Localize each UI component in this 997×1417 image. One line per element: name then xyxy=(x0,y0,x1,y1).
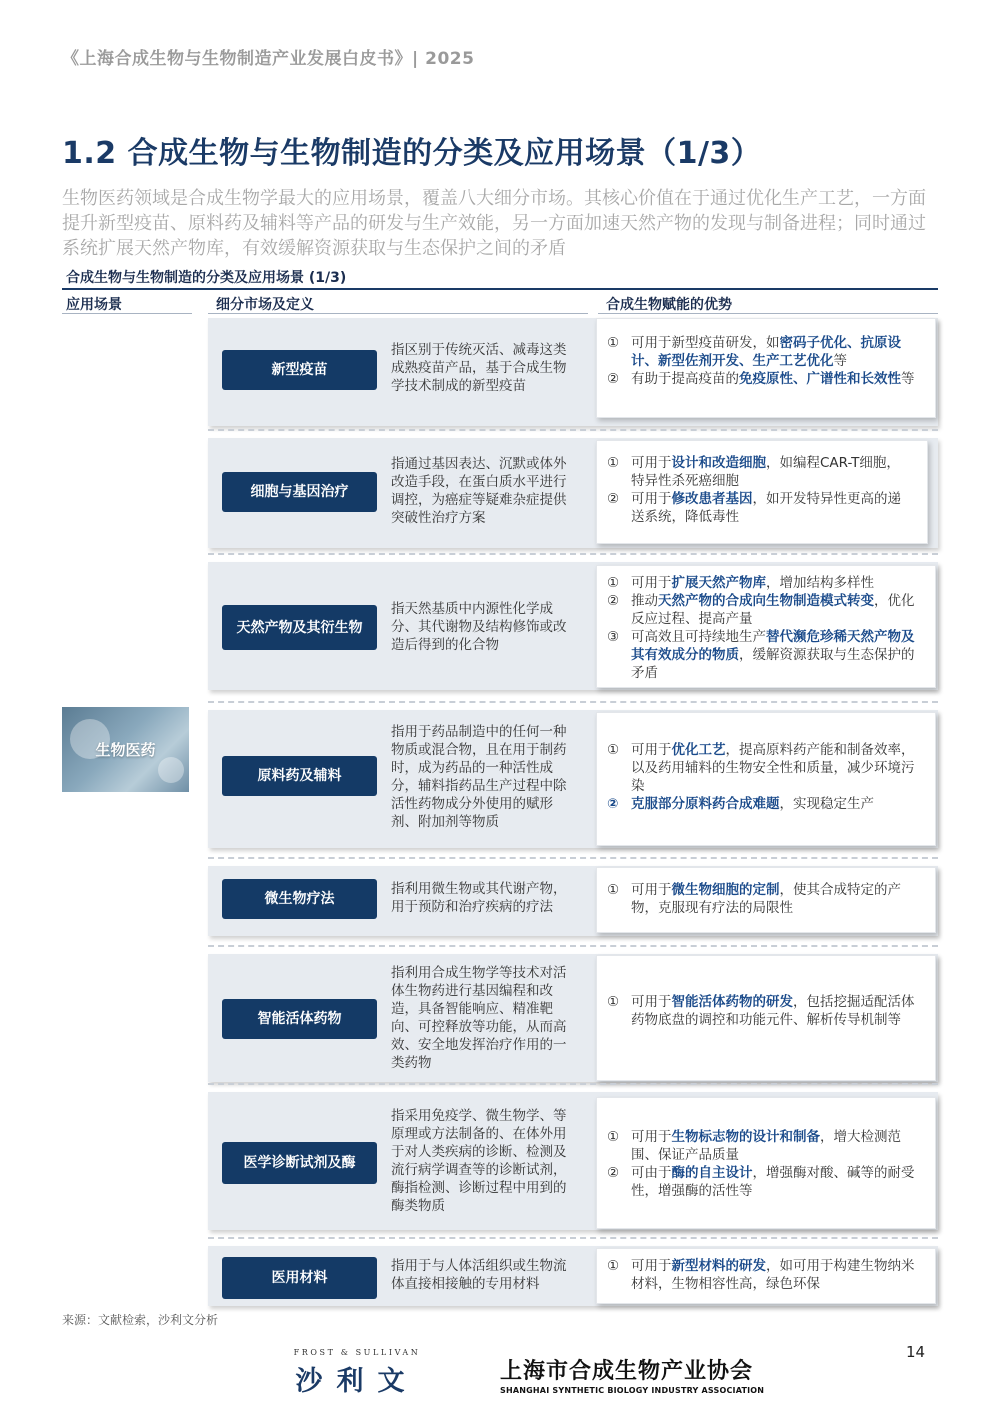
row-divider xyxy=(208,701,938,703)
table-row xyxy=(208,866,938,936)
advantage-text: 可用于 xyxy=(631,1258,672,1274)
frost-sullivan-logo-en: FROST & SULLIVAN xyxy=(293,1348,421,1357)
advantage-item xyxy=(603,454,913,490)
advantages-card xyxy=(596,712,936,846)
table-row xyxy=(208,438,938,548)
advantage-number: ① xyxy=(607,1129,620,1145)
row-divider xyxy=(208,429,938,431)
page-title: 1.2 合成生物与生物制造的分类及应用场景（1/3） xyxy=(62,136,762,171)
advantage-highlight: 密码子优化、抗原设计、新型佐剂开发、生产工艺优化 xyxy=(631,335,901,369)
advantage-text: ，提高原料药产能和制备效率，以及药用辅料的生物安全性和质量，减少环境污染 xyxy=(631,742,915,794)
advantage-text: 可用于 xyxy=(631,455,672,471)
advantage-number: ① xyxy=(607,575,620,591)
market-definition: 指采用免疫学、微生物学、等原理或方法制备的、在体外用于对人类疾病的诊断、检测及流行病学调查等的诊断试剂，酶指检测、诊断过程中用到的酶类物质 xyxy=(391,1108,567,1214)
advantage-text: 可用于 xyxy=(631,742,672,758)
table-row xyxy=(208,954,938,1082)
advantage-number: ② xyxy=(607,1165,620,1181)
advantage-item xyxy=(603,628,921,682)
advantage-text: ，优化反应过程、提高产量 xyxy=(631,593,915,627)
advantages-card xyxy=(596,1097,936,1229)
advantage-item xyxy=(603,881,921,917)
advantage-text: ，如开发特异性更高的递送系统，降低毒性 xyxy=(631,491,901,525)
market-label: 医学诊断试剂及酶 xyxy=(222,1142,377,1184)
table-row xyxy=(208,562,938,690)
advantage-item xyxy=(603,370,921,388)
advantage-highlight: 新型材料的研发 xyxy=(671,1258,766,1274)
market-definition: 指通过基因表达、沉默或体外改造手段，在蛋白质水平进行调控，为癌症等疑难杂症提供突破性治疗方案 xyxy=(391,456,567,526)
advantage-number: ① xyxy=(607,335,620,351)
advantage-text: 可高效且可持续地生产 xyxy=(631,629,766,645)
advantages-card xyxy=(596,440,928,544)
advantage-text: 可用于 xyxy=(631,575,672,591)
advantage-text: ，如编程CAR-T细胞，特异性杀死癌细胞 xyxy=(631,455,900,489)
row-divider xyxy=(208,1083,938,1085)
advantage-number: ① xyxy=(607,1258,620,1274)
column-rule-scenario xyxy=(62,313,192,314)
advantage-item xyxy=(603,1257,921,1293)
market-definition: 指用于药品制造中的任何一种物质或混合物，且在用于制药时，成为药品的一种活性成分，辅料指药品生产过程中除活性药物成分外使用的赋形剂、附加剂等物质 xyxy=(391,724,567,830)
row-divider xyxy=(208,945,938,947)
advantage-text: 可用于 xyxy=(631,882,672,898)
association-logo xyxy=(500,1354,764,1395)
column-rule-advantages xyxy=(598,313,938,314)
scenario-tag-biomedicine xyxy=(62,707,189,792)
market-label: 智能活体药物 xyxy=(222,999,377,1039)
association-logo-cn: 上海市合成生物产业协会 xyxy=(500,1359,754,1384)
advantage-text: ，增大检测范围、保证产品质量 xyxy=(631,1129,901,1163)
advantage-highlight: 免疫原性、广谱性和长效性 xyxy=(739,371,901,387)
market-definition: 指利用微生物或其代谢产物，用于预防和治疗疾病的疗法 xyxy=(391,881,567,915)
table-title: 合成生物与生物制造的分类及应用场景 (1/3) xyxy=(66,270,347,286)
advantage-text: 推动 xyxy=(631,593,658,609)
advantage-text: ，增加结构多样性 xyxy=(766,575,874,591)
column-rule-market xyxy=(208,313,588,314)
advantage-highlight: 优化工艺 xyxy=(671,742,726,758)
advantage-number: ② xyxy=(607,593,620,609)
advantages-card xyxy=(596,565,936,688)
advantage-text: 等 xyxy=(901,371,915,387)
advantage-number: ② xyxy=(607,371,620,387)
market-definition: 指用于与人体活组织或生物流体直接相接触的专用材料 xyxy=(391,1258,567,1292)
advantage-text: 可用于 xyxy=(631,994,672,1010)
molecule-decoration-icon xyxy=(158,757,184,783)
scenario-label: 生物医药 xyxy=(95,741,156,759)
advantage-text: 可由于 xyxy=(631,1165,672,1181)
advantage-item xyxy=(603,741,921,795)
advantage-item xyxy=(603,795,921,813)
table-row xyxy=(208,1246,938,1306)
advantage-highlight: 设计和改造细胞 xyxy=(671,455,766,471)
market-definition: 指区别于传统灭活、减毒这类成熟疫苗产品，基于合成生物学技术制成的新型疫苗 xyxy=(391,342,567,394)
advantage-text: 可用于 xyxy=(631,1129,672,1145)
row-divider xyxy=(208,553,938,555)
table-row xyxy=(208,1092,938,1230)
advantage-number: ① xyxy=(607,882,620,898)
advantage-text: ，如可用于构建生物纳米材料，生物相容性高，绿色环保 xyxy=(631,1258,915,1292)
advantage-item xyxy=(603,334,921,370)
frost-sullivan-logo xyxy=(280,1348,434,1398)
column-header-market: 细分市场及定义 xyxy=(216,297,314,313)
advantage-item xyxy=(603,993,921,1029)
advantage-item xyxy=(603,592,921,628)
market-label: 细胞与基因治疗 xyxy=(222,472,377,512)
table-top-rule xyxy=(62,288,938,290)
advantages-card xyxy=(596,1248,936,1304)
advantage-item xyxy=(603,490,913,526)
advantage-item xyxy=(603,1164,921,1200)
advantages-card xyxy=(596,318,936,418)
advantage-highlight: 替代濒危珍稀天然产物及其有效成分的物质 xyxy=(631,629,915,663)
advantage-highlight: 克服部分原料药合成难题 xyxy=(631,796,780,812)
advantage-number: ① xyxy=(607,742,620,758)
advantage-item xyxy=(603,574,921,592)
advantage-highlight: 扩展天然产物库 xyxy=(671,575,766,591)
row-divider xyxy=(208,1237,938,1239)
advantage-highlight: 酶的自主设计 xyxy=(671,1165,753,1181)
market-label: 新型疫苗 xyxy=(222,350,377,390)
report-header: 《上海合成生物与生物制造产业发展白皮书》| 2025 xyxy=(62,49,475,69)
table-row xyxy=(208,710,938,848)
advantage-highlight: 修改患者基因 xyxy=(671,491,753,507)
row-divider xyxy=(208,857,938,859)
intro-paragraph: 生物医药领域是合成生物学最大的应用场景，覆盖八大细分市场。其核心价值在于通过优化生产工艺，一方面提升新型疫苗、原料药及辅料等产品的研发与生产效能，另一方面加速天然产物的发现与制备进程；同时通过系统扩展天然产物库，有效缓解资源获取与生态保护之间的矛盾 xyxy=(62,188,926,259)
market-label: 原料药及辅料 xyxy=(222,756,377,796)
advantage-text: ，使其合成特定的产物，克服现有疗法的局限性 xyxy=(631,882,901,916)
source-note: 来源：文献检索，沙利文分析 xyxy=(62,1313,219,1327)
advantage-text: 可用于 xyxy=(631,491,672,507)
advantage-text: 可用于新型疫苗研发，如 xyxy=(631,335,780,351)
advantage-highlight: 天然产物的合成向生物制造模式转变 xyxy=(658,593,874,609)
market-definition: 指天然基质中内源性化学成分、其代谢物及结构修饰或改造后得到的化合物 xyxy=(391,601,567,653)
advantage-item xyxy=(603,1128,921,1164)
column-header-advantages: 合成生物赋能的优势 xyxy=(606,297,732,313)
page-number: 14 xyxy=(906,1343,926,1361)
market-label: 天然产物及其衍生物 xyxy=(222,605,377,650)
advantage-text: 有助于提高疫苗的 xyxy=(631,371,739,387)
advantage-number: ① xyxy=(607,994,620,1010)
advantage-number: ② xyxy=(607,796,619,812)
advantages-card xyxy=(596,867,936,933)
advantages-card xyxy=(596,955,936,1081)
market-label: 医用材料 xyxy=(222,1257,377,1299)
advantage-highlight: 生物标志物的设计和制备 xyxy=(671,1129,820,1145)
advantage-text: ，包括挖掘适配活体药物底盘的调控和功能元件、解析传导机制等 xyxy=(631,994,915,1028)
frost-sullivan-logo-cn: 沙利文 xyxy=(295,1366,419,1397)
advantage-number: ③ xyxy=(607,629,620,645)
table-row xyxy=(208,318,938,426)
advantage-highlight: 智能活体药物的研发 xyxy=(671,994,793,1010)
market-definition: 指利用合成生物学等技术对活体生物药进行基因编程和改造，具备智能响应、精准靶向、可控释放等功能，从而高效、安全地发挥治疗作用的一类药物 xyxy=(391,965,567,1071)
column-header-scenario: 应用场景 xyxy=(66,297,122,313)
advantage-text: 等 xyxy=(833,353,847,369)
advantage-text: ，缓解资源获取与生态保护的矛盾 xyxy=(631,647,915,681)
advantage-text: ，增强酶对酸、碱等的耐受性，增强酶的活性等 xyxy=(631,1165,915,1199)
advantage-text: ，实现稳定生产 xyxy=(779,796,874,812)
advantage-number: ② xyxy=(607,491,620,507)
advantage-number: ① xyxy=(607,455,620,471)
advantage-highlight: 微生物细胞的定制 xyxy=(671,882,780,898)
market-label: 微生物疗法 xyxy=(222,879,377,919)
association-logo-en: SHANGHAI SYNTHETIC BIOLOGY INDUSTRY ASSOCIATION xyxy=(500,1386,765,1395)
